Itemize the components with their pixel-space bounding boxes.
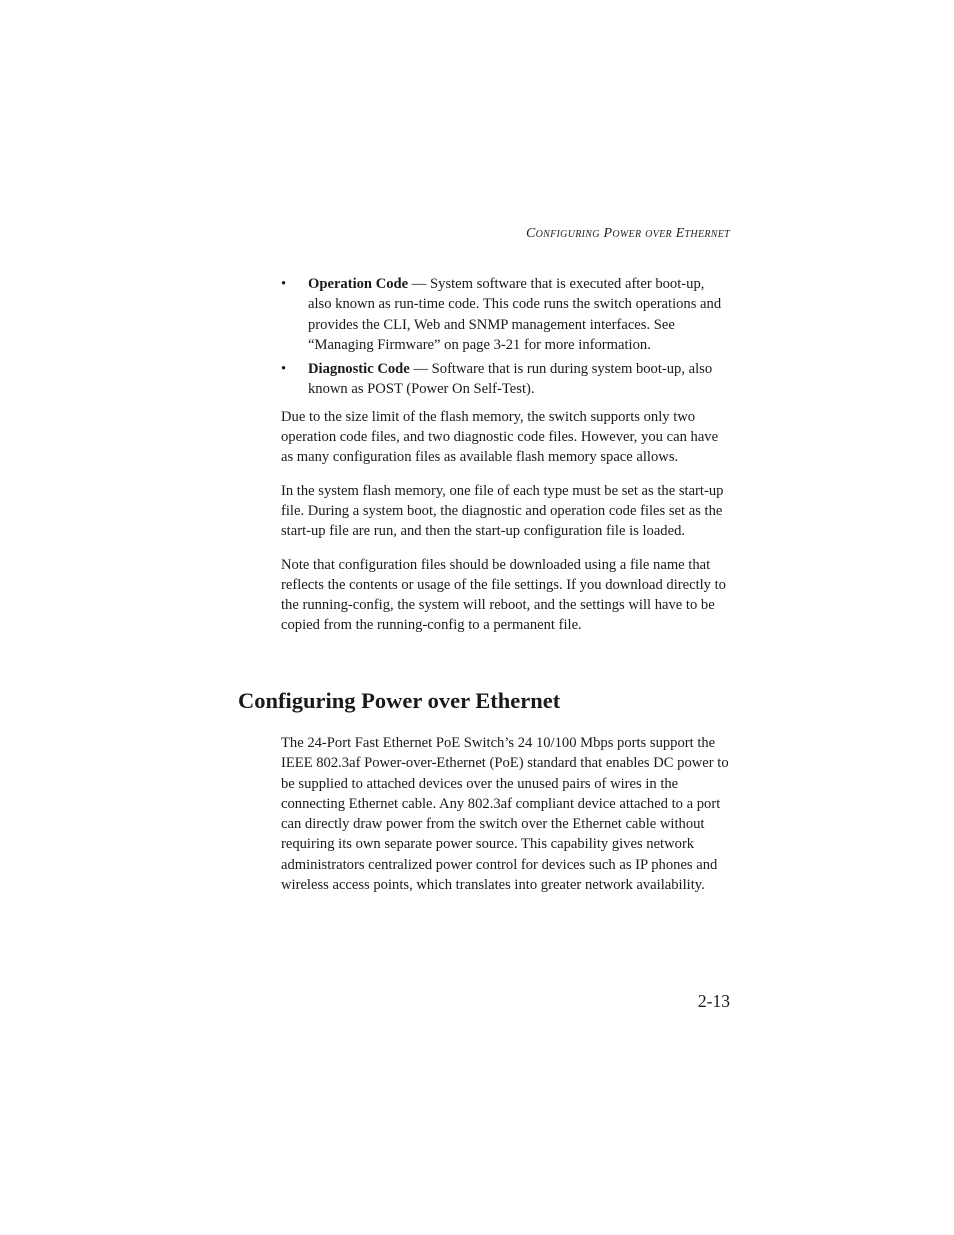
- section-heading: Configuring Power over Ethernet: [238, 688, 561, 713]
- paragraph-startup-file: In the system flash memory, one file of each type must be set as the start-up file. During a system boot, the diagnostic and operation code files set as the start-up file are run, and then the start-up configuration file is loaded.: [281, 482, 724, 540]
- diagnostic-code-description: — Software that is run during system boot-up, also known as POST (Power On Self-Test).: [308, 361, 713, 398]
- operation-code-description: — System software that is executed after boot-up, also known as run-time code. This code runs the switch operations and provides the CLI, Web and SNMP management interfaces. See “Managing Firmware” on page 3-21 for more information.: [308, 276, 722, 353]
- term-operation-code: Operation Code: [308, 276, 409, 292]
- list-item-operation-code: [281, 274, 729, 355]
- main-content: [281, 274, 729, 636]
- firmware-types-list: [281, 274, 729, 400]
- bullet-icon: •: [281, 361, 287, 378]
- term-diagnostic-code: Diagnostic Code: [308, 361, 410, 378]
- running-header: Configuring Power over Ethernet: [526, 226, 730, 241]
- list-item-diagnostic-code: [281, 359, 729, 400]
- section-body-paragraph: The 24-Port Fast Ethernet PoE Switch’s 24 10/100 Mbps ports support the IEEE 802.3af Power-over-Ethernet (PoE) standard that enables DC power to be supplied to attached devices over the unused pairs of wires in the connecting Ethernet cable. Any 802.3af compliant device attached to a port can directly draw power from the switch over the Ethernet cable without requiring its own separate power source. This capability gives network administrators centralized power control for devices such as IP phones and wireless access points, which translates into greater network availability.: [281, 735, 729, 894]
- bullet-icon: •: [281, 276, 287, 292]
- page-number: 2-13: [697, 991, 730, 1011]
- paragraph-flash-limit: Due to the size limit of the flash memory, the switch supports only two operation code files, and two diagnostic code files. However, you can have as many configuration files as available flash memory space allows.: [281, 408, 719, 466]
- paragraph-config-naming: Note that configuration files should be downloaded using a file name that reflects the contents or usage of the file settings. If you download directly to the running-config, the system will reboot, and the settings will have to be copied from the running-config to a permanent file.: [281, 556, 726, 634]
